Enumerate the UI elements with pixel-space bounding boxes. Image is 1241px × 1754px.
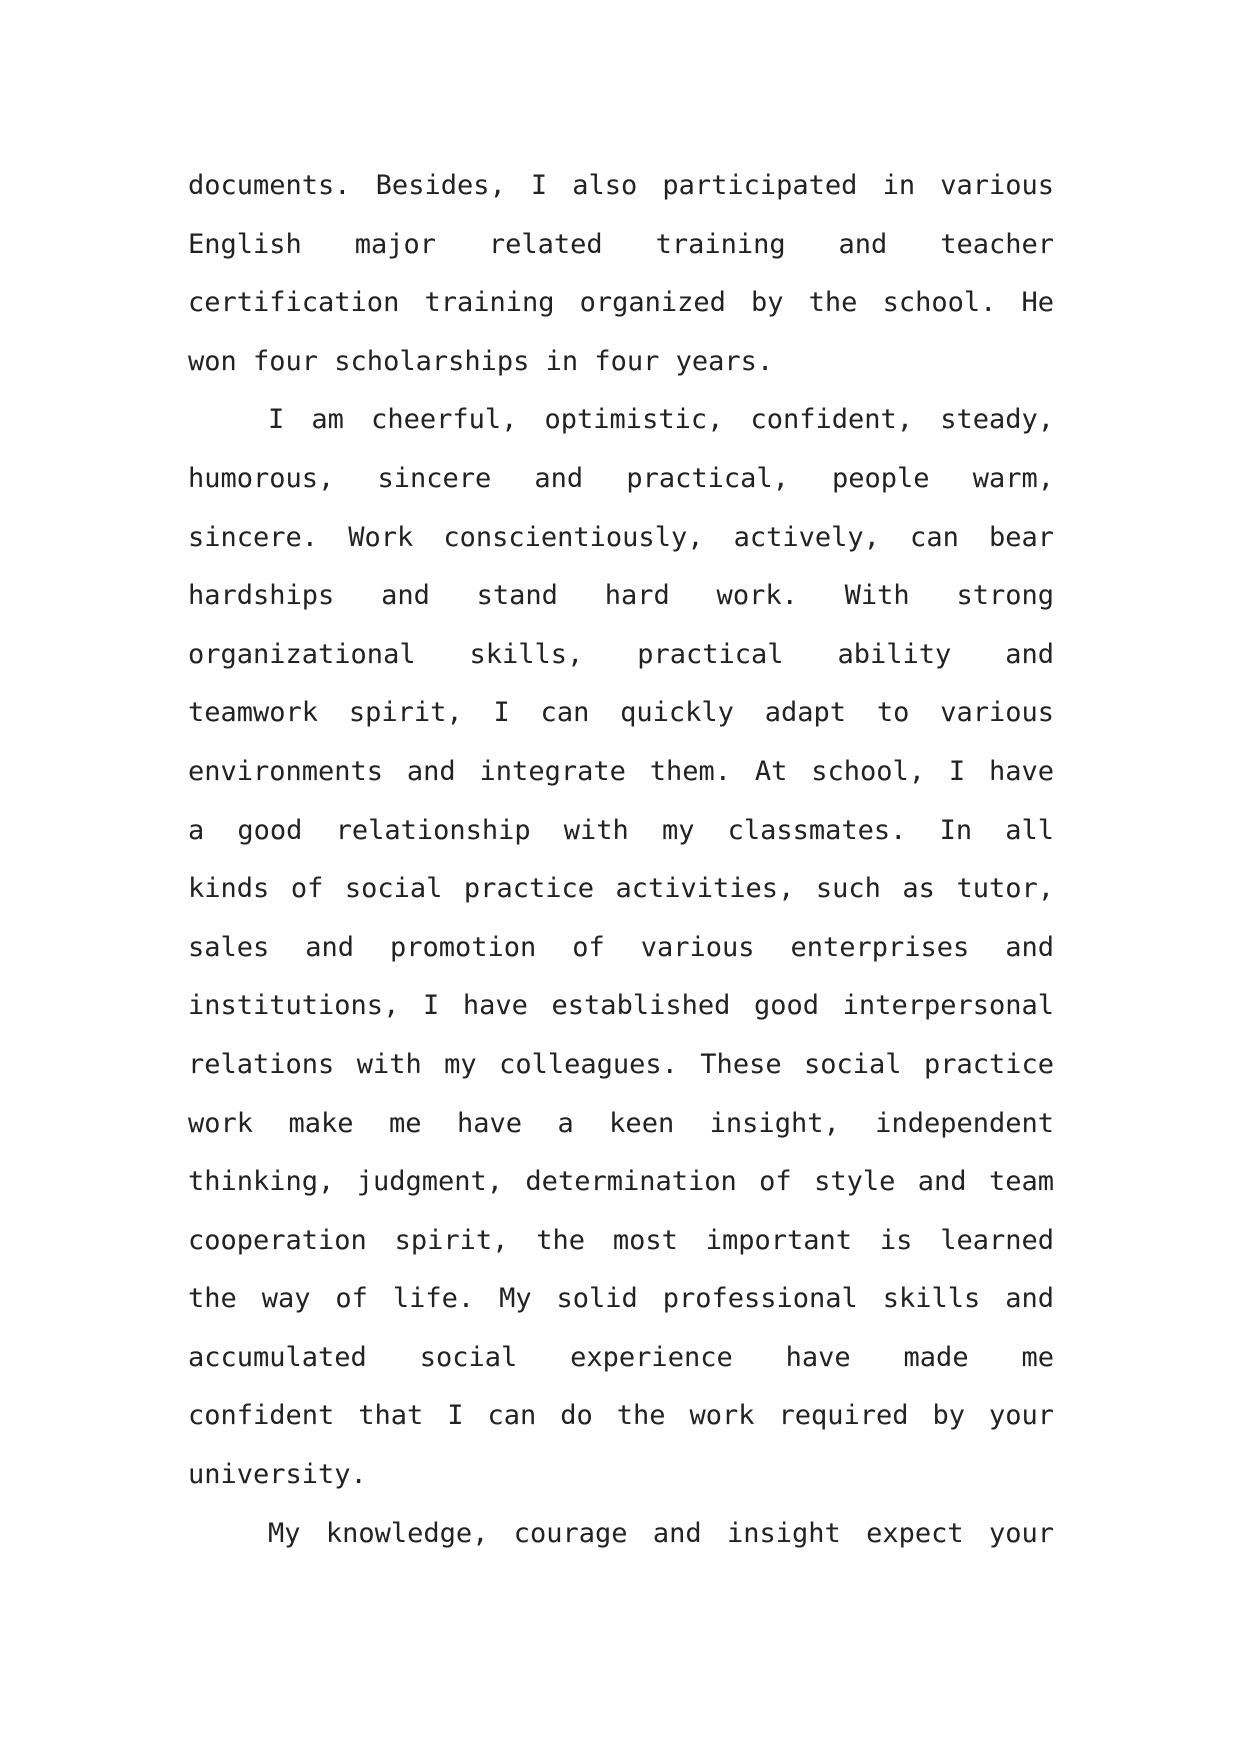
text-line: a good relationship with my classmates. In all — [188, 814, 1054, 846]
text-line: humorous, sincere and practical, people warm, — [188, 462, 1054, 494]
text-line: environments and integrate them. At school, I have — [188, 755, 1054, 787]
paragraph — [188, 157, 1054, 391]
paragraph — [188, 391, 1054, 1504]
body-text — [188, 157, 1054, 1563]
text-line: I am cheerful, optimistic, confident, steady, — [268, 404, 1054, 436]
text-line: cooperation spirit, the most important is learned — [188, 1224, 1054, 1256]
text-line: sincere. Work conscientiously, actively, can bear — [188, 521, 1054, 553]
text-line: relations with my colleagues. These social practice — [188, 1048, 1054, 1080]
text-line: hardships and stand hard work. With strong — [188, 580, 1054, 612]
paragraph — [188, 1505, 1054, 1564]
text-line: won four scholarships in four years. — [188, 345, 774, 377]
text-line: kinds of social practice activities, such as tutor, — [188, 873, 1054, 905]
text-line: institutions, I have established good interpersonal — [188, 990, 1054, 1022]
text-line: accumulated social experience have made me — [188, 1341, 1054, 1373]
text-line: the way of life. My solid professional skills and — [188, 1283, 1054, 1315]
text-line: thinking, judgment, determination of style and team — [188, 1166, 1054, 1198]
text-line: work make me have a keen insight, independent — [188, 1107, 1054, 1139]
text-line: certification training organized by the school. He — [188, 287, 1054, 319]
text-line: organizational skills, practical ability and — [188, 638, 1054, 670]
text-line: English major related training and teacher — [188, 228, 1054, 260]
text-line: confident that I can do the work required by your — [188, 1400, 1054, 1432]
text-line: teamwork spirit, I can quickly adapt to various — [188, 697, 1054, 729]
text-line: My knowledge, courage and insight expect your — [268, 1517, 1054, 1549]
text-line: sales and promotion of various enterprises and — [188, 931, 1054, 963]
text-line: documents. Besides, I also participated in various — [188, 170, 1054, 201]
text-line: university. — [188, 1459, 367, 1491]
